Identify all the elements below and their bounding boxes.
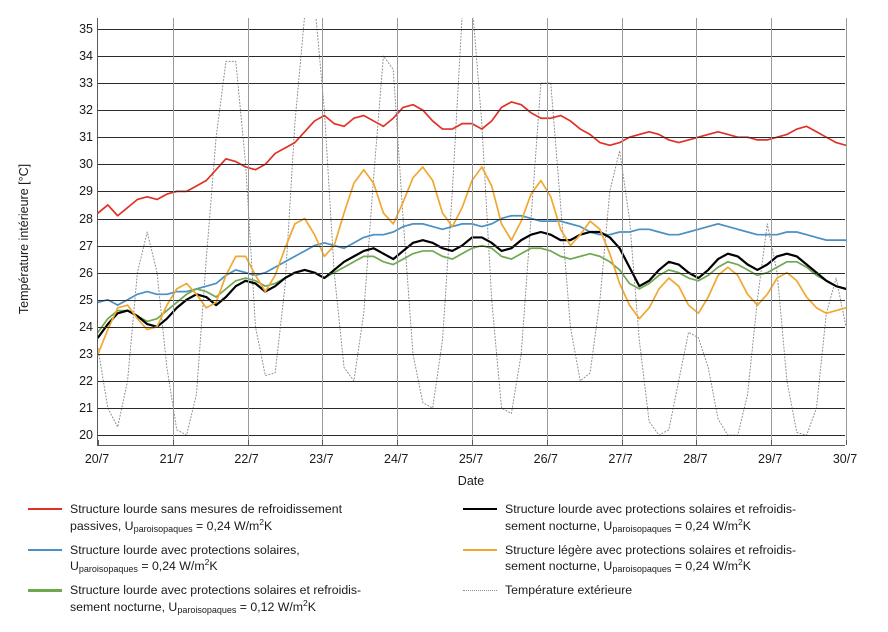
y-tick-label: 27 (79, 238, 93, 253)
legend-swatch (463, 543, 497, 557)
y-tick-label: 23 (79, 346, 93, 361)
legend-item (28, 583, 463, 615)
vertical-gridline (547, 18, 548, 445)
legend-item (463, 502, 866, 534)
y-tick-label: 32 (79, 103, 93, 118)
legend-label: Structure lourde avec protections solaires, Uparoisopaques = 0,24 $W/m^2K$ (70, 542, 300, 575)
legend-swatch (28, 583, 62, 597)
x-tick-label: 20/7 (84, 452, 110, 466)
y-axis-title-text: Température intérieure [ (17, 181, 31, 315)
y-tick-label: 30 (79, 157, 93, 172)
legend-label: Structure lourde sans mesures de refroidissement passives, Uparoisopaques = 0,24 $W/m^2K$ (70, 502, 343, 534)
y-tick-label: 29 (79, 184, 93, 199)
x-tick-label: 26/7 (533, 452, 558, 466)
x-tick-label: 24/7 (384, 452, 409, 466)
vertical-gridline (173, 18, 174, 445)
legend-label: Structure lourde avec protections solaires et refroidis- sement nocturne, Uparoisopaques = 0,24 $W/m^2K$ (505, 502, 797, 534)
x-tick (472, 440, 473, 445)
x-tick-label: 30/7 (832, 452, 858, 466)
legend-item (28, 543, 463, 575)
x-axis-ticks (98, 440, 845, 446)
x-tick (771, 440, 772, 445)
x-tick (173, 440, 174, 445)
x-axis-title: Date (457, 474, 485, 488)
vertical-gridline (846, 18, 847, 445)
legend-label: Structure lourde avec protections solaires et refroidis- sement nocturne, Uparoisopaques = 0,12 $W/m^2K$ (70, 583, 362, 616)
legend-item (463, 543, 866, 575)
x-tick (547, 440, 548, 445)
chart-legend (28, 502, 866, 615)
x-tick-label: 21/7 (159, 452, 184, 466)
vertical-gridline (322, 18, 323, 445)
y-axis-unit: °C (17, 167, 31, 182)
x-tick-label: 28/7 (683, 452, 708, 466)
x-tick-label: 22/7 (234, 452, 259, 466)
legend-swatch (28, 543, 62, 557)
x-tick (98, 440, 99, 445)
y-tick-label: 34 (79, 48, 93, 63)
legend-item (28, 502, 463, 534)
y-axis-title-suffix: ] (17, 163, 31, 168)
legend-swatch (463, 583, 497, 597)
y-tick-label: 28 (79, 211, 93, 226)
vertical-gridline (472, 18, 473, 445)
legend-label: Structure légère avec protections solaires et refroidis- sement nocturne, Uparoisopaques = 0,24 $W/m^2K$ (505, 542, 797, 575)
legend-item (463, 583, 866, 615)
y-tick-label: 33 (79, 76, 93, 90)
x-tick (622, 440, 623, 445)
legend-swatch (463, 502, 497, 516)
y-tick-label: 22 (79, 374, 93, 388)
plot-area (97, 18, 845, 446)
vertical-gridline (696, 18, 697, 445)
vertical-gridline (248, 18, 249, 445)
vertical-gridline (771, 18, 772, 445)
x-tick (397, 440, 398, 445)
vertical-gridlines (98, 18, 845, 445)
y-tick-label: 24 (79, 319, 93, 334)
x-tick-label: 29/7 (758, 452, 783, 466)
y-tick-label: 26 (79, 265, 93, 280)
x-tick (322, 440, 323, 445)
vertical-gridline (622, 18, 623, 445)
y-tick-label: 21 (79, 401, 93, 416)
x-tick-label: 27/7 (608, 452, 633, 466)
y-tick-label: 35 (79, 21, 93, 36)
y-tick-label: 31 (79, 130, 93, 145)
y-tick-label: 20 (79, 428, 93, 443)
x-tick (696, 440, 697, 445)
legend-label: Température extérieure (505, 583, 633, 598)
x-tick-label: 25/7 (458, 452, 484, 466)
x-tick-label: 23/7 (309, 452, 334, 466)
vertical-gridline (397, 18, 398, 445)
x-axis-tick-labels (84, 452, 858, 470)
y-tick-label: 25 (79, 292, 93, 307)
legend-swatch (28, 502, 62, 516)
x-tick (846, 440, 847, 445)
x-tick (248, 440, 249, 445)
